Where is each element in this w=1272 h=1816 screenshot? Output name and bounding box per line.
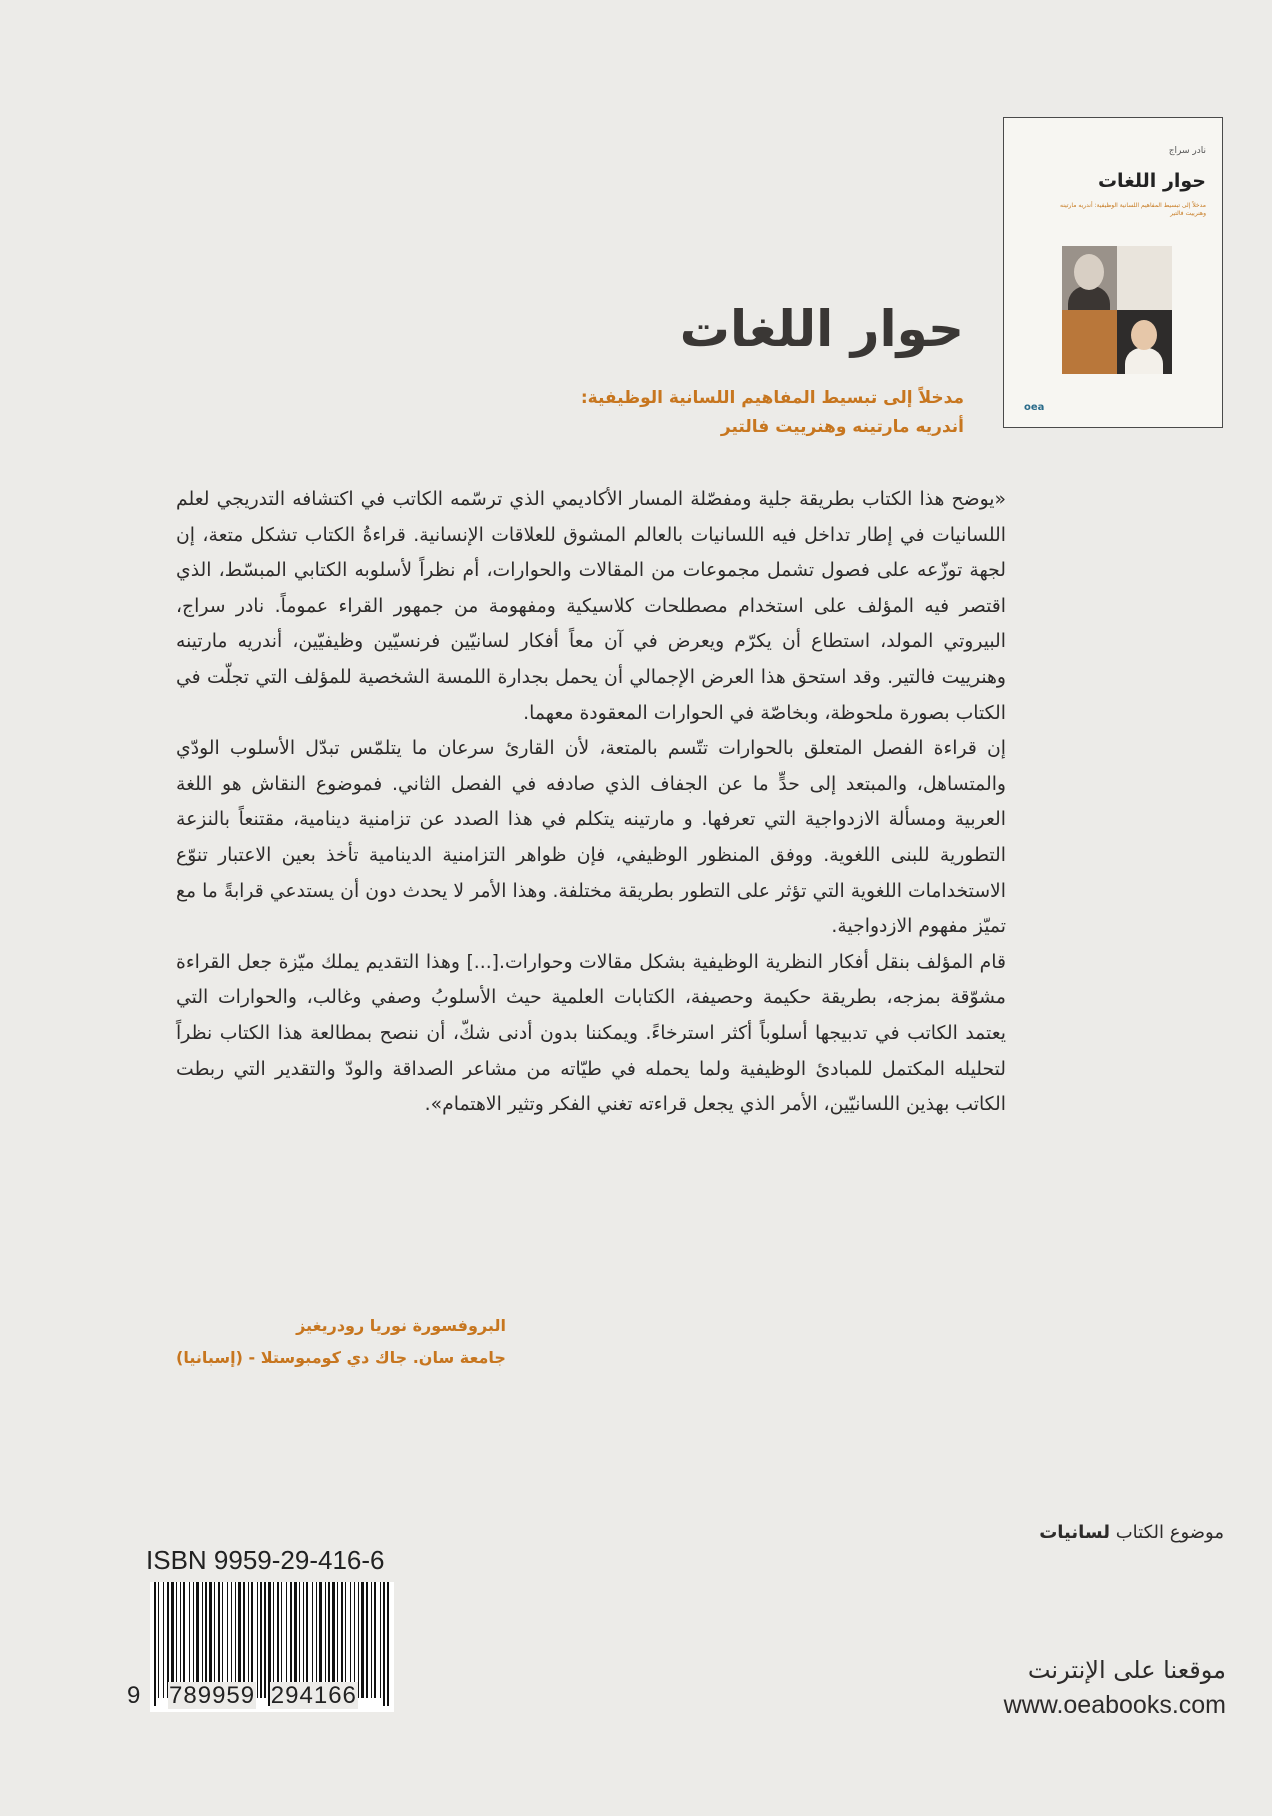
thumbnail-photo-grid bbox=[1062, 246, 1172, 374]
barcode-stripe bbox=[281, 1582, 282, 1698]
barcode-stripe bbox=[371, 1582, 372, 1698]
barcode-stripe bbox=[350, 1582, 351, 1698]
barcode-stripe bbox=[167, 1582, 169, 1698]
barcode-stripe bbox=[366, 1582, 368, 1698]
publisher-website bbox=[1004, 1652, 1226, 1722]
barcode-stripe bbox=[387, 1582, 389, 1706]
book-subtitle bbox=[581, 384, 964, 442]
isbn-digits bbox=[126, 1682, 358, 1710]
publisher-logo-icon: oea bbox=[1024, 402, 1045, 413]
barcode-stripe bbox=[380, 1582, 381, 1698]
barcode-stripe bbox=[325, 1582, 326, 1698]
barcode-stripe bbox=[374, 1582, 376, 1698]
barcode-stripe bbox=[251, 1582, 253, 1698]
thumbnail-author: نادر سراج bbox=[1168, 146, 1206, 156]
photo-panel-light bbox=[1117, 246, 1172, 310]
barcode-stripe bbox=[345, 1582, 346, 1698]
subtitle-line-1: مدخلاً إلى تبسيط المفاهيم اللسانية الوظيفية: bbox=[580, 388, 964, 408]
website-url[interactable]: www.oeabooks.com bbox=[1003, 1691, 1226, 1719]
barcode-stripe bbox=[303, 1582, 304, 1698]
barcode-stripe bbox=[183, 1582, 185, 1698]
book-category bbox=[1039, 1522, 1224, 1543]
barcode-stripe bbox=[209, 1582, 212, 1698]
barcode-stripe bbox=[361, 1582, 364, 1698]
isbn-first-digit: 9 bbox=[127, 1682, 142, 1709]
thumbnail-subtitle: مدخلاً إلى تبسيط المفاهيم اللسانية الوظيفية: أندريه مارتينه وهنرييت فالتير bbox=[1060, 202, 1206, 217]
barcode-stripe bbox=[158, 1582, 159, 1698]
reviewer-name: البروفسورة نوريا رودريغيز bbox=[296, 1316, 506, 1335]
barcode-stripe bbox=[176, 1582, 177, 1698]
barcode-stripe bbox=[193, 1582, 194, 1698]
barcode-stripe bbox=[227, 1582, 228, 1698]
barcode-stripe bbox=[306, 1582, 308, 1698]
barcode-stripe bbox=[235, 1582, 236, 1698]
barcode-stripe bbox=[383, 1582, 385, 1706]
barcode-stripe bbox=[189, 1582, 190, 1698]
barcode-stripe bbox=[243, 1582, 245, 1698]
barcode-stripe bbox=[277, 1582, 279, 1698]
barcode-stripe bbox=[214, 1582, 215, 1698]
barcode-stripe bbox=[171, 1582, 174, 1698]
cover-thumbnail bbox=[1003, 117, 1223, 428]
category-value: لسانيات bbox=[1039, 1522, 1110, 1543]
barcode-stripe bbox=[358, 1582, 359, 1698]
barcode-stripe bbox=[222, 1582, 223, 1698]
website-label: موقعنا على الإنترنت bbox=[1027, 1656, 1226, 1684]
barcode-stripe bbox=[299, 1582, 300, 1698]
blurb-paragraph: قام المؤلف بنقل أفكار النظرية الوظيفية بشكل مقالات وحوارات.[...] وهذا التقديم يملك ميّزة جعل القراءة مشوّقة بمزجه، بطريقة حكيمة وحصيفة، الكتابات العلمية حيث الأسلوبُ وصفي وغالب، والحوارات التي يعتمد الكاتب في تدبيجها أسلوباً أكثر استرخاءً. ويمكننا بدون أدنى شكّ، أن ننصح بمطالعة هذا الكتاب نظراً لتحليله المكتمل للمبادئ الوظيفية ولما يحمله في طيّاته من مشاعر الصداقة والودّ والتقدير التي ربطت الكاتب بهذين اللسانيّين، الأمر الذي يجعل قراءته تغني الفكر وتثير الاهتمام». bbox=[176, 951, 1006, 1116]
barcode-stripe bbox=[286, 1582, 287, 1698]
barcode-stripe bbox=[319, 1582, 322, 1698]
portrait-woman-photo bbox=[1117, 310, 1172, 374]
barcode-stripe bbox=[260, 1582, 262, 1698]
book-title: حوار اللغات bbox=[679, 300, 964, 358]
barcode-stripe bbox=[341, 1582, 343, 1698]
barcode-stripe bbox=[163, 1582, 164, 1698]
barcode-stripe bbox=[196, 1582, 199, 1698]
barcode-stripe bbox=[205, 1582, 207, 1698]
barcode-stripe bbox=[180, 1582, 181, 1698]
barcode-stripe bbox=[294, 1582, 297, 1698]
blurb-paragraph: «يوضح هذا الكتاب بطريقة جلية ومفصّلة المسار الأكاديمي الذي ترسّمه الكاتب في اكتشافه التدريجي لعلم اللسانيات في إطار تداخل فيه اللسانيات بالعالم المشوق للعلاقات الإنسانية. قراءةُ الكتاب تشكل متعة، إن لجهة توزّعه على فصول تشمل مجموعات من المقالات والحوارات، أم نظراً لأسلوبه الكتابي المبسّط، الذي اقتصر فيه المؤلف على استخدام مصطلحات كلاسيكية ومفهومة من جمهور القراء عموماً. نادر سراج، البيروتي المولد، استطاع أن يكرّم ويعرض في آن معاً أفكار لسانيّين فرنسيّين وظيفيّين، أندريه مارتينه وهنرييت فالتير. وقد استحق هذا العرض الإجمالي أن يحمل بجدارة اللمسة الشخصية للمؤلف التي تجلّت في الكتاب بصورة ملحوظة، وبخاصّة في الحوارات المعقودة معهما. bbox=[176, 489, 1006, 724]
photo-panel-orange bbox=[1062, 310, 1117, 374]
blurb-text bbox=[176, 482, 1006, 1123]
reviewer-affiliation: جامعة سان. جاك دي كومبوستلا - (إسبانيا) bbox=[176, 1348, 506, 1367]
barcode-stripe bbox=[264, 1582, 266, 1698]
subtitle-line-2: أندريه مارتينه وهنرييت فالتير bbox=[720, 417, 964, 437]
blurb-paragraph: إن قراءة الفصل المتعلق بالحوارات تتّسم بالمتعة، لأن القارئ سرعان ما يتلمّس تبدّل الأسلوب الودّي والمتساهل، والمبتعد إلى حدٍّ ما عن الجفاف الذي صادفه في الفصل الثاني. فموضوع النقاش هو اللغة العربية ومسألة الازدواجية التي تعرفها. و مارتينه يتكلم في هذا الصدد عن تزامنية دينامية، مقتنعاً بالنزعة التطورية للبنى اللغوية. ووفق المنظور الوظيفي، فإن ظواهر التزامنية الدينامية تأخذ بعين الاعتبار تنوّع الاستخدامات اللغوية التي تؤثر على التطور بطريقة مختلفة. وهذا الأمر لا يحدث دون أن يستدعي قرابةً ما مع تميّز مفهوم الازدواجية. bbox=[176, 738, 1006, 938]
barcode-stripe bbox=[218, 1582, 220, 1698]
barcode-stripe bbox=[337, 1582, 338, 1698]
barcode-stripe bbox=[312, 1582, 313, 1698]
isbn-label: ISBN 9959-29-416-6 bbox=[146, 1545, 385, 1575]
thumbnail-title: حوار اللغات bbox=[1097, 170, 1206, 192]
barcode-stripe bbox=[354, 1582, 355, 1698]
isbn-group-1: 789959 bbox=[169, 1682, 256, 1709]
reviewer-signature bbox=[176, 1310, 506, 1374]
barcode-stripe bbox=[290, 1582, 292, 1698]
barcode-stripe bbox=[231, 1582, 232, 1698]
barcode-stripe bbox=[316, 1582, 317, 1698]
barcode-stripe bbox=[328, 1582, 330, 1698]
category-label: موضوع الكتاب bbox=[1115, 1522, 1224, 1543]
barcode-stripe bbox=[202, 1582, 203, 1698]
isbn-group-2: 294166 bbox=[270, 1682, 357, 1709]
barcode-stripe bbox=[257, 1582, 258, 1698]
barcode-stripe bbox=[248, 1582, 249, 1698]
portrait-man-photo bbox=[1062, 246, 1117, 310]
barcode-stripe bbox=[238, 1582, 241, 1698]
barcode-stripe bbox=[332, 1582, 335, 1698]
